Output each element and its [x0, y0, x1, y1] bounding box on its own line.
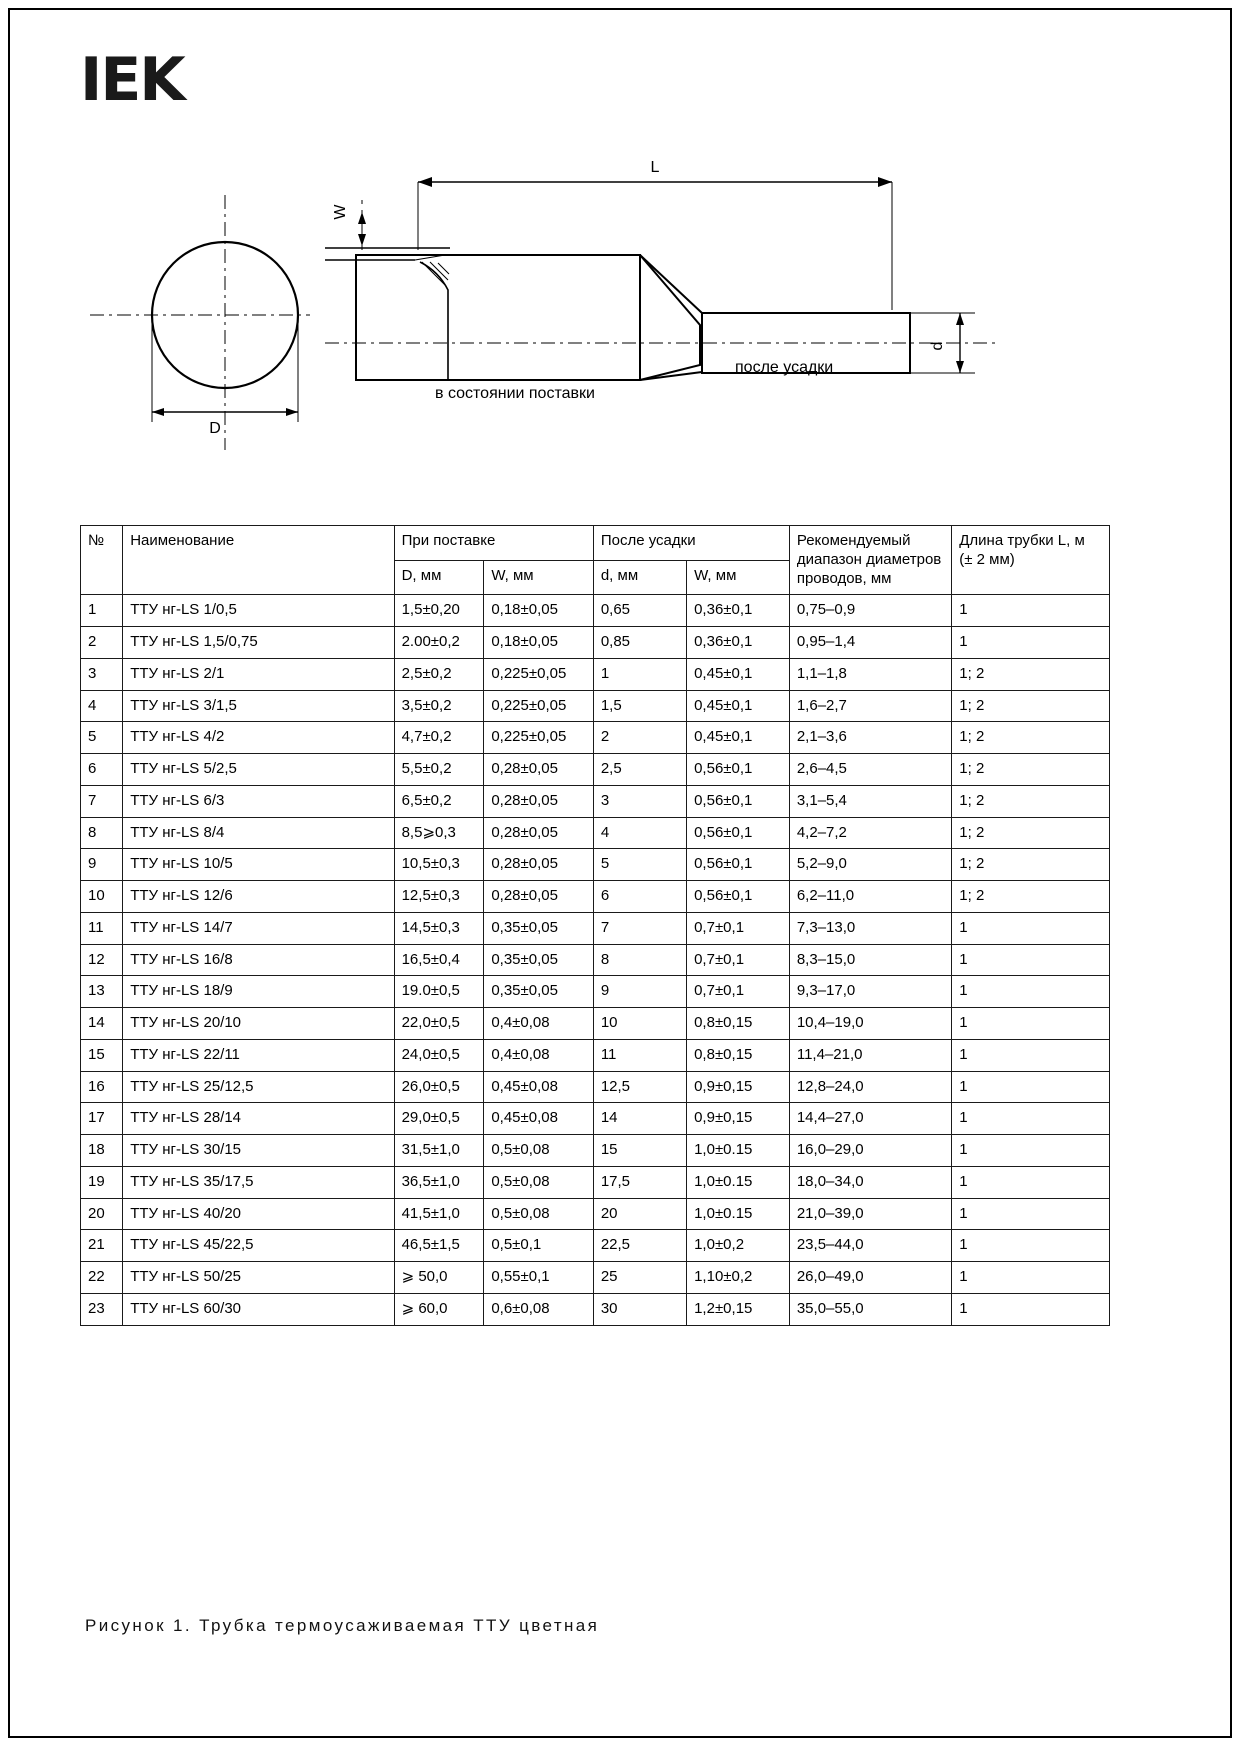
cell-W2: 0,7±0,1 — [687, 976, 790, 1008]
cell-name: ТТУ нг-LS 35/17,5 — [123, 1166, 394, 1198]
cell-range: 0,75–0,9 — [789, 595, 951, 627]
cell-name: ТТУ нг-LS 4/2 — [123, 722, 394, 754]
cell-len: 1; 2 — [952, 785, 1110, 817]
cell-num: 2 — [81, 627, 123, 659]
table-row — [81, 817, 1110, 849]
cell-range: 12,8–24,0 — [789, 1071, 951, 1103]
cell-range: 9,3–17,0 — [789, 976, 951, 1008]
cell-W: 0,55±0,1 — [484, 1262, 594, 1294]
cell-num: 15 — [81, 1039, 123, 1071]
product-diagram — [70, 150, 1170, 470]
cell-num: 16 — [81, 1071, 123, 1103]
table-row — [81, 1166, 1110, 1198]
cell-W2: 0,9±0,15 — [687, 1071, 790, 1103]
cell-len: 1 — [952, 1071, 1110, 1103]
cell-W2: 0,8±0,15 — [687, 1008, 790, 1040]
cell-len: 1 — [952, 1008, 1110, 1040]
cell-W: 0,225±0,05 — [484, 690, 594, 722]
cell-W2: 0,45±0,1 — [687, 690, 790, 722]
cell-num: 6 — [81, 754, 123, 786]
table-body — [81, 595, 1110, 1325]
cell-D: 41,5±1,0 — [394, 1198, 484, 1230]
table-row — [81, 1039, 1110, 1071]
header-sub-d-shrunk: d, мм — [593, 560, 686, 595]
cell-D: 5,5±0,2 — [394, 754, 484, 786]
table-row — [81, 722, 1110, 754]
cell-name: ТТУ нг-LS 1,5/0,75 — [123, 627, 394, 659]
cell-W2: 0,56±0,1 — [687, 785, 790, 817]
cell-range: 8,3–15,0 — [789, 944, 951, 976]
table-row — [81, 1230, 1110, 1262]
cell-W2: 1,2±0,15 — [687, 1293, 790, 1325]
document-page — [8, 8, 1232, 1738]
cell-len: 1 — [952, 1230, 1110, 1262]
cell-range: 16,0–29,0 — [789, 1135, 951, 1167]
cell-len: 1 — [952, 1262, 1110, 1294]
cell-num: 21 — [81, 1230, 123, 1262]
header-num: № — [81, 526, 123, 595]
table-row — [81, 849, 1110, 881]
cell-range: 1,1–1,8 — [789, 658, 951, 690]
cell-name: ТТУ нг-LS 18/9 — [123, 976, 394, 1008]
cell-D: ⩾ 60,0 — [394, 1293, 484, 1325]
table-row — [81, 881, 1110, 913]
cell-W: 0,35±0,05 — [484, 944, 594, 976]
cell-len: 1 — [952, 1103, 1110, 1135]
cell-W: 0,18±0,05 — [484, 627, 594, 659]
cell-d: 8 — [593, 944, 686, 976]
cell-name: ТТУ нг-LS 12/6 — [123, 881, 394, 913]
label-D: D — [209, 420, 221, 437]
cell-W: 0,28±0,05 — [484, 817, 594, 849]
table-head — [81, 526, 1110, 595]
cell-W2: 0,9±0,15 — [687, 1103, 790, 1135]
cell-W2: 1,0±0.15 — [687, 1166, 790, 1198]
cell-range: 3,1–5,4 — [789, 785, 951, 817]
header-sub-D: D, мм — [394, 560, 484, 595]
cell-d: 15 — [593, 1135, 686, 1167]
table-row — [81, 1008, 1110, 1040]
cell-num: 8 — [81, 817, 123, 849]
cell-W: 0,5±0,08 — [484, 1135, 594, 1167]
cell-W: 0,35±0,05 — [484, 912, 594, 944]
cell-len: 1 — [952, 1293, 1110, 1325]
cell-range: 1,6–2,7 — [789, 690, 951, 722]
cell-D: 31,5±1,0 — [394, 1135, 484, 1167]
table-row — [81, 690, 1110, 722]
cell-d: 11 — [593, 1039, 686, 1071]
cell-len: 1 — [952, 627, 1110, 659]
cell-D: 16,5±0,4 — [394, 944, 484, 976]
cell-len: 1 — [952, 912, 1110, 944]
cell-name: ТТУ нг-LS 25/12,5 — [123, 1071, 394, 1103]
cell-d: 4 — [593, 817, 686, 849]
cell-D: 1,5±0,20 — [394, 595, 484, 627]
cell-W: 0,18±0,05 — [484, 595, 594, 627]
spec-table — [80, 525, 1110, 1326]
cell-W2: 0,45±0,1 — [687, 722, 790, 754]
cell-len: 1 — [952, 944, 1110, 976]
table-row — [81, 754, 1110, 786]
cell-range: 18,0–34,0 — [789, 1166, 951, 1198]
cell-name: ТТУ нг-LS 60/30 — [123, 1293, 394, 1325]
cell-W: 0,45±0,08 — [484, 1071, 594, 1103]
cell-W: 0,28±0,05 — [484, 785, 594, 817]
cell-D: 24,0±0,5 — [394, 1039, 484, 1071]
cell-d: 25 — [593, 1262, 686, 1294]
table-row — [81, 1071, 1110, 1103]
cell-len: 1; 2 — [952, 722, 1110, 754]
table-row — [81, 944, 1110, 976]
cell-num: 12 — [81, 944, 123, 976]
table-row — [81, 785, 1110, 817]
cell-D: 3,5±0,2 — [394, 690, 484, 722]
cell-D: 10,5±0,3 — [394, 849, 484, 881]
cell-range: 7,3–13,0 — [789, 912, 951, 944]
header-supplied-group: При поставке — [394, 526, 593, 561]
spec-table-wrapper — [80, 525, 1110, 1326]
cell-W: 0,28±0,05 — [484, 849, 594, 881]
table-row — [81, 658, 1110, 690]
cell-W: 0,28±0,05 — [484, 881, 594, 913]
cell-W2: 0,56±0,1 — [687, 754, 790, 786]
cell-d: 5 — [593, 849, 686, 881]
cell-W: 0,5±0,1 — [484, 1230, 594, 1262]
cell-d: 22,5 — [593, 1230, 686, 1262]
label-W: W — [332, 204, 349, 220]
cell-range: 6,2–11,0 — [789, 881, 951, 913]
header-shrunk-group: После усадки — [593, 526, 789, 561]
cell-W2: 0,36±0,1 — [687, 627, 790, 659]
cell-num: 17 — [81, 1103, 123, 1135]
cell-W2: 0,36±0,1 — [687, 595, 790, 627]
table-row — [81, 912, 1110, 944]
header-wire-range: Рекомендуемый диапазон диаметров проводов, мм — [789, 526, 951, 595]
cell-num: 1 — [81, 595, 123, 627]
cell-d: 6 — [593, 881, 686, 913]
cell-name: ТТУ нг-LS 10/5 — [123, 849, 394, 881]
table-header-row — [81, 526, 1110, 561]
cell-D: 2.00±0,2 — [394, 627, 484, 659]
cell-d: 20 — [593, 1198, 686, 1230]
cell-D: 4,7±0,2 — [394, 722, 484, 754]
cell-D: 46,5±1,5 — [394, 1230, 484, 1262]
label-after-shrink: после усадки — [735, 359, 834, 376]
cell-range: 23,5–44,0 — [789, 1230, 951, 1262]
cell-D: 29,0±0,5 — [394, 1103, 484, 1135]
cell-D: 36,5±1,0 — [394, 1166, 484, 1198]
cell-num: 23 — [81, 1293, 123, 1325]
label-L: L — [650, 159, 660, 176]
cell-d: 30 — [593, 1293, 686, 1325]
cell-W: 0,45±0,08 — [484, 1103, 594, 1135]
header-name: Наименование — [123, 526, 394, 595]
cell-range: 4,2–7,2 — [789, 817, 951, 849]
cell-name: ТТУ нг-LS 45/22,5 — [123, 1230, 394, 1262]
cell-num: 11 — [81, 912, 123, 944]
cell-d: 0,65 — [593, 595, 686, 627]
header-sub-W: W, мм — [484, 560, 594, 595]
cell-W: 0,225±0,05 — [484, 658, 594, 690]
cell-len: 1; 2 — [952, 690, 1110, 722]
cell-d: 1 — [593, 658, 686, 690]
cell-d: 10 — [593, 1008, 686, 1040]
table-row — [81, 1135, 1110, 1167]
iek-logo: IEK — [80, 45, 184, 115]
cell-range: 5,2–9,0 — [789, 849, 951, 881]
cell-range: 2,1–3,6 — [789, 722, 951, 754]
cell-range: 35,0–55,0 — [789, 1293, 951, 1325]
cell-len: 1; 2 — [952, 817, 1110, 849]
cell-W2: 0,56±0,1 — [687, 849, 790, 881]
cell-num: 4 — [81, 690, 123, 722]
cell-name: ТТУ нг-LS 22/11 — [123, 1039, 394, 1071]
cell-num: 20 — [81, 1198, 123, 1230]
cell-len: 1 — [952, 1039, 1110, 1071]
cell-W2: 1,0±0.15 — [687, 1135, 790, 1167]
cell-range: 26,0–49,0 — [789, 1262, 951, 1294]
cell-W2: 0,45±0,1 — [687, 658, 790, 690]
cell-W2: 1,0±0,2 — [687, 1230, 790, 1262]
figure-caption: Рисунок 1. Трубка термоусаживаемая ТТУ цветная — [85, 1616, 600, 1635]
table-row — [81, 595, 1110, 627]
cell-name: ТТУ нг-LS 14/7 — [123, 912, 394, 944]
cell-W2: 1,0±0.15 — [687, 1198, 790, 1230]
label-as-supplied: в состоянии поставки — [435, 385, 595, 402]
cell-range: 10,4–19,0 — [789, 1008, 951, 1040]
cell-len: 1; 2 — [952, 754, 1110, 786]
cell-D: 12,5±0,3 — [394, 881, 484, 913]
cell-name: ТТУ нг-LS 1/0,5 — [123, 595, 394, 627]
cell-d: 2,5 — [593, 754, 686, 786]
cell-num: 19 — [81, 1166, 123, 1198]
cell-W2: 0,7±0,1 — [687, 912, 790, 944]
cell-name: ТТУ нг-LS 20/10 — [123, 1008, 394, 1040]
cell-D: 26,0±0,5 — [394, 1071, 484, 1103]
cell-num: 7 — [81, 785, 123, 817]
cell-num: 5 — [81, 722, 123, 754]
cell-name: ТТУ нг-LS 30/15 — [123, 1135, 394, 1167]
cell-D: 14,5±0,3 — [394, 912, 484, 944]
cell-name: ТТУ нг-LS 16/8 — [123, 944, 394, 976]
cell-d: 14 — [593, 1103, 686, 1135]
cell-num: 3 — [81, 658, 123, 690]
cell-name: ТТУ нг-LS 6/3 — [123, 785, 394, 817]
cell-num: 9 — [81, 849, 123, 881]
cell-name: ТТУ нг-LS 3/1,5 — [123, 690, 394, 722]
cell-W: 0,6±0,08 — [484, 1293, 594, 1325]
cell-len: 1 — [952, 1166, 1110, 1198]
cell-len: 1; 2 — [952, 849, 1110, 881]
cell-D: 8,5⩾0,3 — [394, 817, 484, 849]
cell-range: 11,4–21,0 — [789, 1039, 951, 1071]
cell-len: 1 — [952, 1198, 1110, 1230]
cell-W2: 0,7±0,1 — [687, 944, 790, 976]
cell-W: 0,225±0,05 — [484, 722, 594, 754]
label-d: d — [929, 341, 946, 351]
cell-D: 19.0±0,5 — [394, 976, 484, 1008]
cell-d: 3 — [593, 785, 686, 817]
cell-d: 9 — [593, 976, 686, 1008]
table-row — [81, 1198, 1110, 1230]
table-row — [81, 627, 1110, 659]
cell-name: ТТУ нг-LS 28/14 — [123, 1103, 394, 1135]
cell-num: 18 — [81, 1135, 123, 1167]
cell-W2: 1,10±0,2 — [687, 1262, 790, 1294]
cell-len: 1 — [952, 976, 1110, 1008]
cell-d: 0,85 — [593, 627, 686, 659]
cell-W2: 0,56±0,1 — [687, 881, 790, 913]
table-row — [81, 1293, 1110, 1325]
cell-d: 2 — [593, 722, 686, 754]
cell-d: 12,5 — [593, 1071, 686, 1103]
cell-range: 2,6–4,5 — [789, 754, 951, 786]
cell-num: 22 — [81, 1262, 123, 1294]
cell-W: 0,5±0,08 — [484, 1166, 594, 1198]
cell-range: 21,0–39,0 — [789, 1198, 951, 1230]
cell-range: 14,4–27,0 — [789, 1103, 951, 1135]
cell-W: 0,5±0,08 — [484, 1198, 594, 1230]
cell-W2: 0,56±0,1 — [687, 817, 790, 849]
cell-d: 7 — [593, 912, 686, 944]
cell-num: 13 — [81, 976, 123, 1008]
table-row — [81, 1262, 1110, 1294]
cell-d: 1,5 — [593, 690, 686, 722]
cell-name: ТТУ нг-LS 40/20 — [123, 1198, 394, 1230]
cell-len: 1; 2 — [952, 658, 1110, 690]
cell-num: 10 — [81, 881, 123, 913]
cell-name: ТТУ нг-LS 50/25 — [123, 1262, 394, 1294]
table-row — [81, 976, 1110, 1008]
cell-len: 1 — [952, 595, 1110, 627]
cell-d: 17,5 — [593, 1166, 686, 1198]
cell-D: 2,5±0,2 — [394, 658, 484, 690]
cell-name: ТТУ нг-LS 5/2,5 — [123, 754, 394, 786]
table-row — [81, 1103, 1110, 1135]
cell-name: ТТУ нг-LS 2/1 — [123, 658, 394, 690]
cell-W: 0,35±0,05 — [484, 976, 594, 1008]
cell-range: 0,95–1,4 — [789, 627, 951, 659]
cell-W: 0,4±0,08 — [484, 1008, 594, 1040]
cell-len: 1; 2 — [952, 881, 1110, 913]
cell-W: 0,4±0,08 — [484, 1039, 594, 1071]
header-sub-W-shrunk: W, мм — [687, 560, 790, 595]
cell-num: 14 — [81, 1008, 123, 1040]
cell-D: 22,0±0,5 — [394, 1008, 484, 1040]
cell-W2: 0,8±0,15 — [687, 1039, 790, 1071]
cell-len: 1 — [952, 1135, 1110, 1167]
cell-W: 0,28±0,05 — [484, 754, 594, 786]
header-tube-length: Длина трубки L, м (± 2 мм) — [952, 526, 1110, 595]
cell-name: ТТУ нг-LS 8/4 — [123, 817, 394, 849]
cell-D: 6,5±0,2 — [394, 785, 484, 817]
cell-D: ⩾ 50,0 — [394, 1262, 484, 1294]
